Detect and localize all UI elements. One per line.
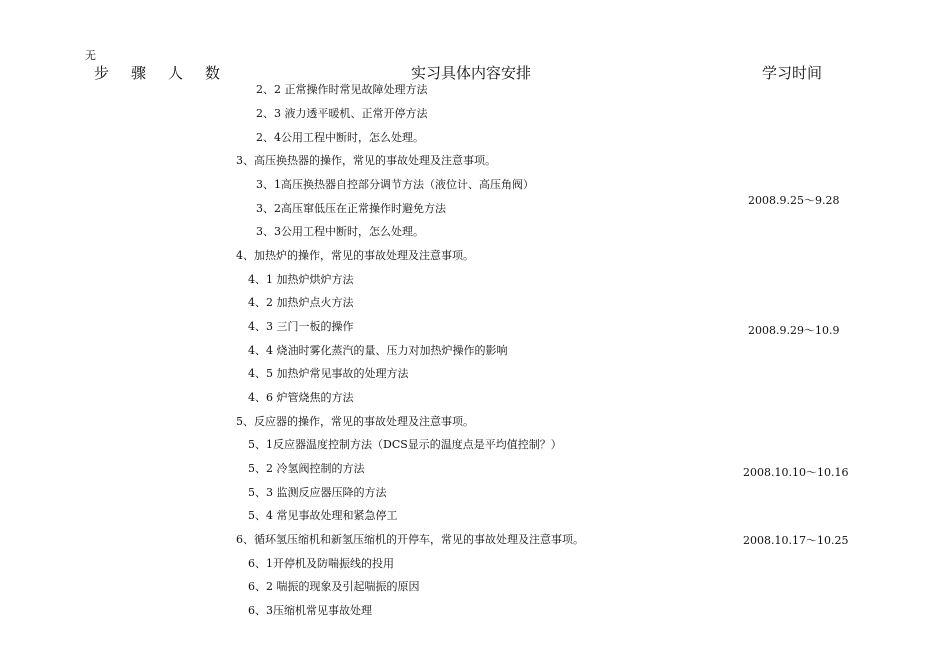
content-line: 3、3公用工程中断时，怎么处理。 <box>256 225 424 238</box>
content-line: 5、2 冷氢阀控制的方法 <box>248 462 365 475</box>
content-line: 2、2 正常操作时常见故障处理方法 <box>256 83 428 96</box>
header-time: 学习时间 <box>762 64 823 82</box>
content-line: 4、2 加热炉点火方法 <box>248 296 354 309</box>
content-line: 3、2高压窜低压在正常操作时避免方法 <box>256 202 446 215</box>
content-line: 4、加热炉的操作，常见的事故处理及注意事项。 <box>236 249 474 262</box>
content-line: 6、1开停机及防喘振线的投用 <box>248 557 394 570</box>
content-line: 6、循环氢压缩机和新氢压缩机的开停车，常见的事故处理及注意事项。 <box>236 533 584 546</box>
header-steps-char: 数 <box>205 64 221 82</box>
header-steps-char: 骤 <box>131 64 147 82</box>
content-line: 3、1高压换热器自控部分调节方法（液位计、高压角阀） <box>256 178 534 191</box>
time-range: 2008.9.29～10.9 <box>748 324 840 337</box>
content-line: 5、1反应器温度控制方法（DCS显示的温度点是平均值控制？） <box>248 438 562 451</box>
content-line: 3、高压换热器的操作，常见的事故处理及注意事项。 <box>236 154 496 167</box>
content-line: 4、1 加热炉烘炉方法 <box>248 273 354 286</box>
header-steps <box>94 62 242 83</box>
content-line: 4、3 三门一板的操作 <box>248 320 354 333</box>
header-steps-char: 步 <box>94 64 110 82</box>
content-line: 4、6 炉管烧焦的方法 <box>248 391 354 404</box>
time-range: 2008.9.25～9.28 <box>748 194 840 207</box>
time-range: 2008.10.17～10.25 <box>743 534 849 547</box>
content-line: 6、2 喘振的现象及引起喘振的原因 <box>248 580 420 593</box>
content-line: 6、3压缩机常见事故处理 <box>248 604 372 617</box>
content-line: 5、3 监测反应器压降的方法 <box>248 486 387 499</box>
header-steps-char: 人 <box>168 64 184 82</box>
header-content: 实习具体内容安排 <box>411 64 532 82</box>
content-line: 2、3 液力透平暖机、正常开停方法 <box>256 107 428 120</box>
content-line: 4、5 加热炉常见事故的处理方法 <box>248 367 409 380</box>
time-range: 2008.10.10～10.16 <box>743 466 849 479</box>
content-line: 2、4公用工程中断时，怎么处理。 <box>256 131 424 144</box>
content-line: 5、4 常见事故处理和紧急停工 <box>248 509 398 522</box>
content-line: 5、反应器的操作，常见的事故处理及注意事项。 <box>236 415 474 428</box>
content-line: 4、4 烧油时雾化蒸汽的量、压力对加热炉操作的影响 <box>248 344 508 357</box>
corner-mark: 无 <box>85 49 96 62</box>
